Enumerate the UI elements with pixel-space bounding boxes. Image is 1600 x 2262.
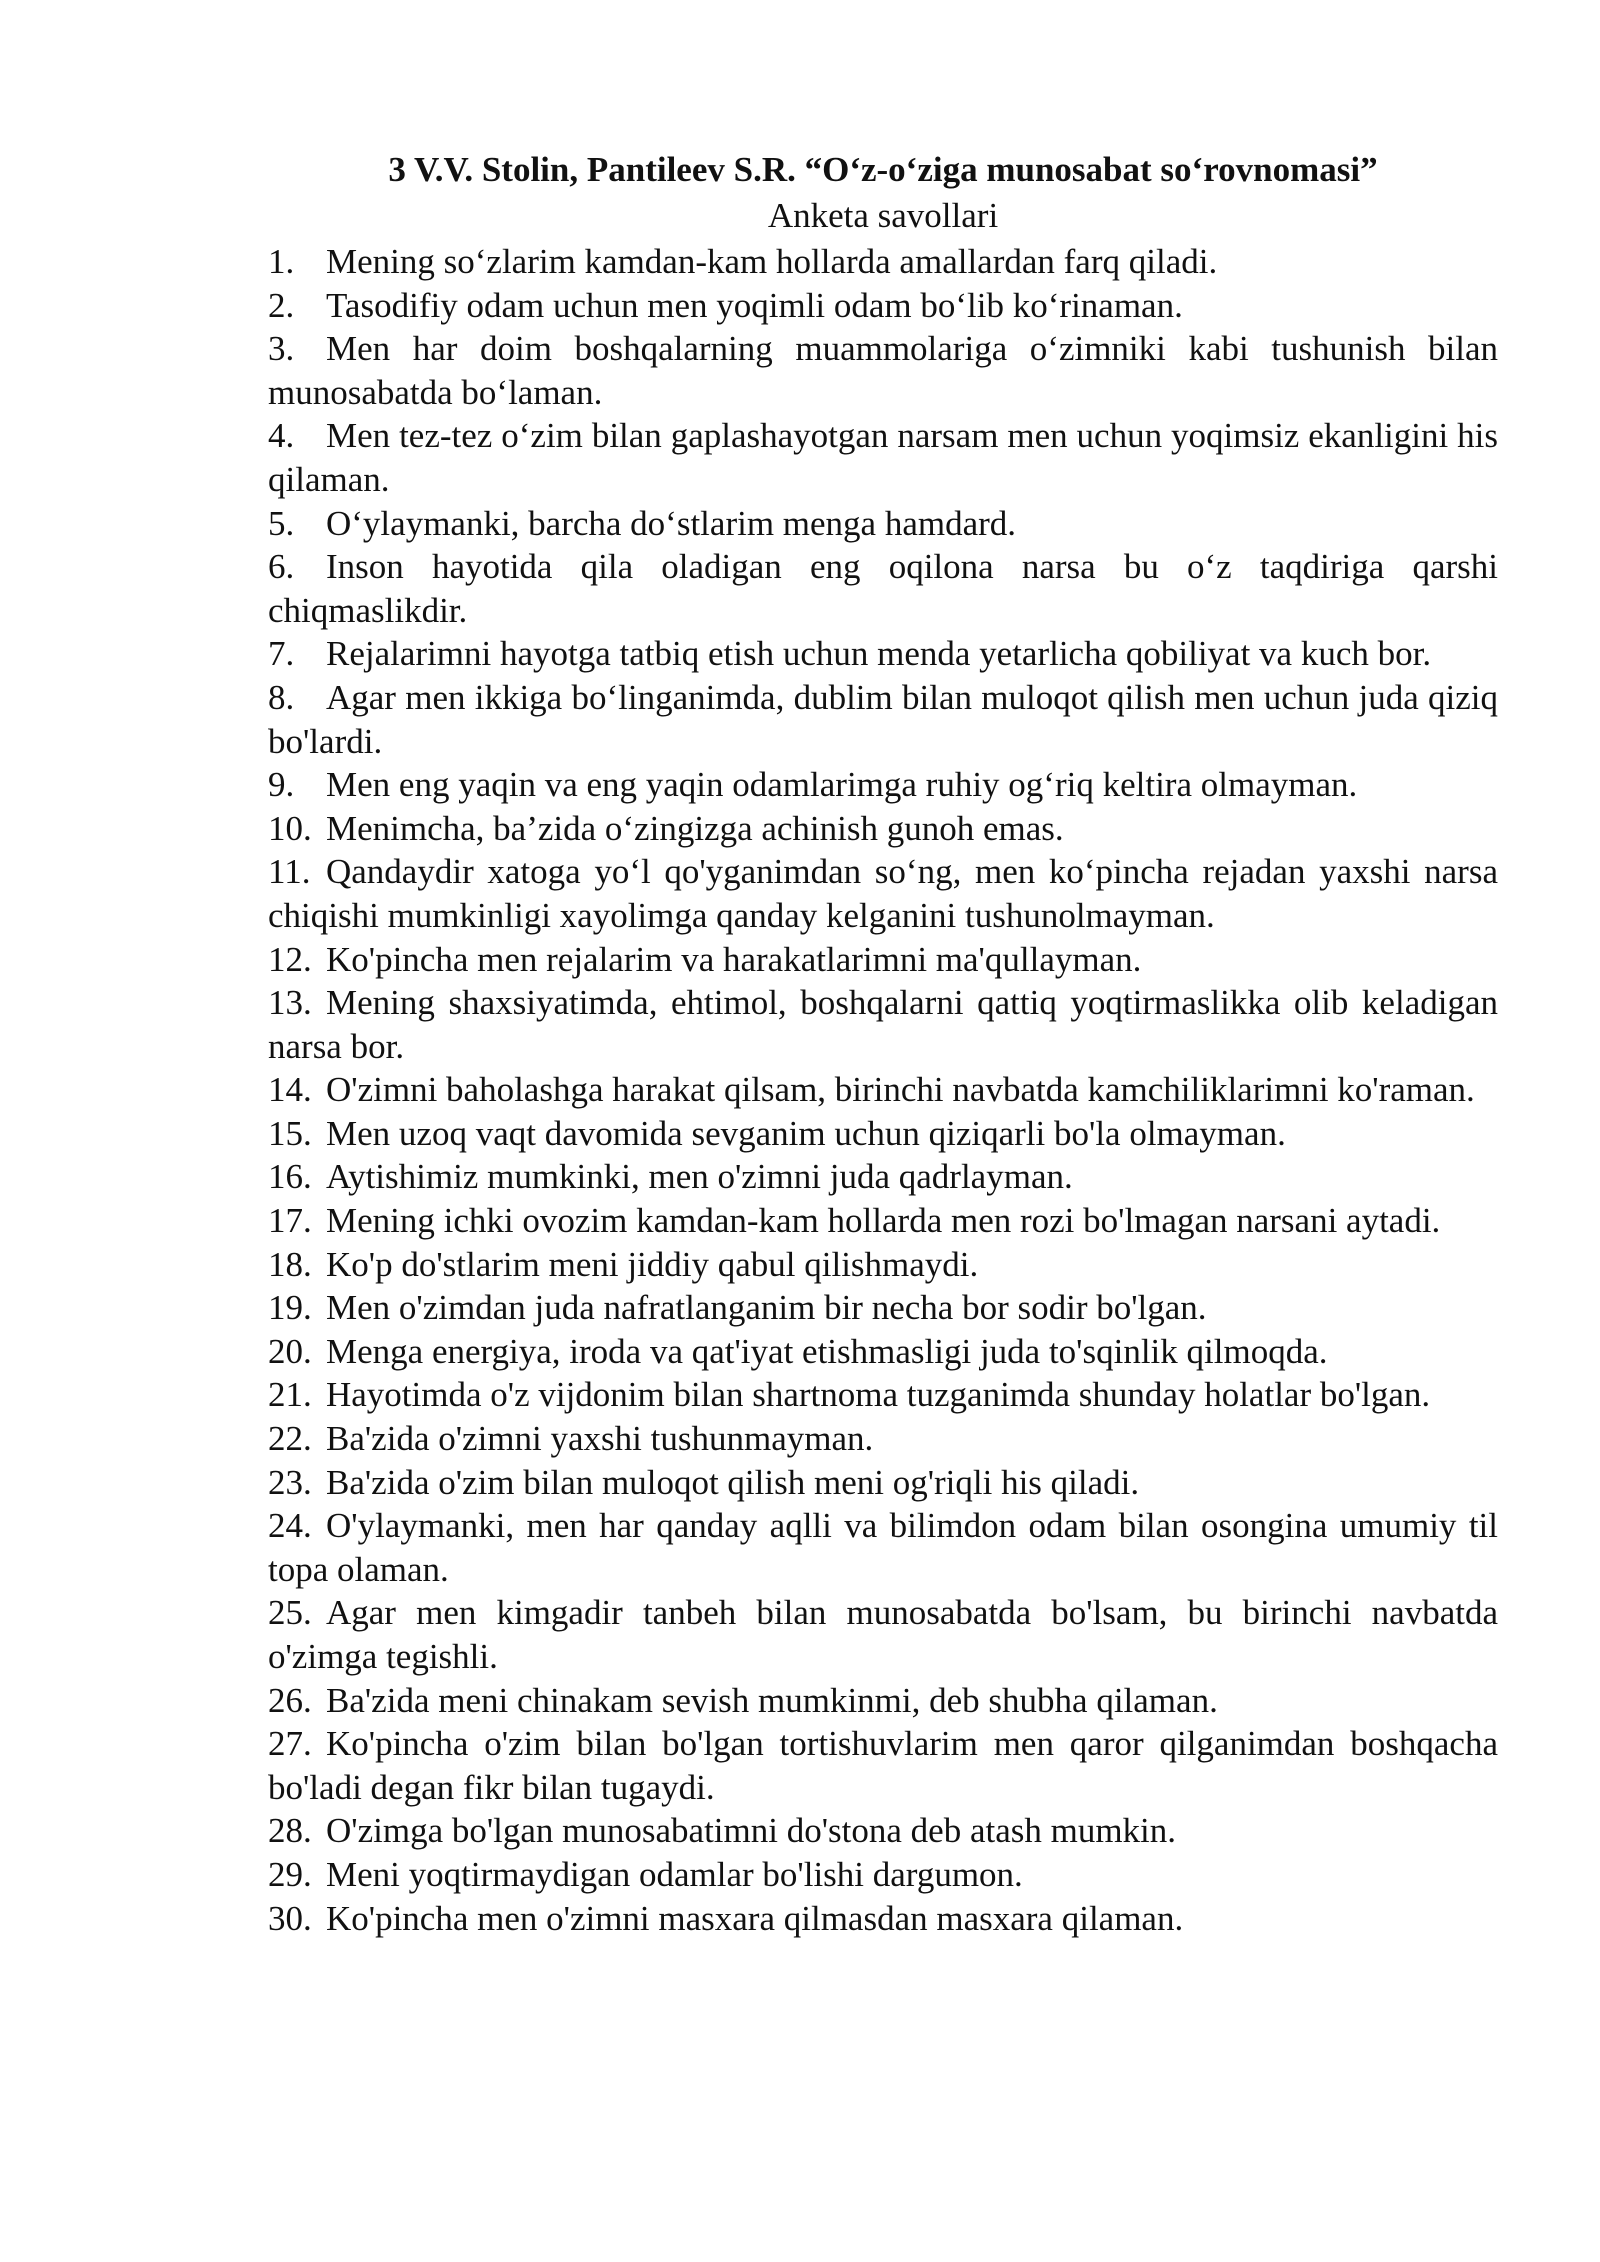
question-text: Mening so‘zlarim kamdan-kam hollarda amallardan farq qiladi.: [326, 242, 1218, 281]
question-item: [268, 284, 1498, 328]
question-item: [268, 327, 1498, 414]
question-text: Ko'pincha o'zim bilan bo'lgan tortishuvlarim men qaror qilganimdan boshqacha bo'ladi degan fikr bilan tugaydi.: [268, 1724, 1498, 1807]
question-text: Mening ichki ovozim kamdan-kam hollarda men rozi bo'lmagan narsani aytadi.: [326, 1201, 1441, 1241]
question-item: [268, 414, 1498, 501]
question-item: [268, 1199, 1498, 1243]
question-item: [268, 545, 1498, 632]
question-text: Men eng yaqin va eng yaqin odamlarimga ruhiy og‘riq keltira olmayman.: [326, 765, 1358, 805]
question-text: Ko'pincha men rejalarim va harakatlarimni ma'qullayman.: [326, 939, 1142, 979]
question-item: [268, 1155, 1498, 1199]
question-text: Agar men kimgadir tanbeh bilan munosabatda bo'lsam, bu birinchi navbatda o'zimga tegishli.: [268, 1593, 1498, 1676]
question-number: 22.: [268, 1419, 312, 1459]
question-number: 3.: [268, 329, 295, 369]
question-text: Men o'zimdan juda nafratlanganim bir necha bor sodir bo'lgan.: [326, 1288, 1207, 1328]
question-number: 20.: [268, 1331, 312, 1371]
question-text: Rejalarimni hayotga tatbiq etish uchun menda yetarlicha qobiliyat va kuch bor.: [326, 634, 1432, 674]
question-number: 5.: [268, 503, 295, 543]
question-text: Mening shaxsiyatimda, ehtimol, boshqalarni qattiq yoqtirmaslikka olib keladigan narsa bor.: [268, 983, 1498, 1066]
question-number: 28.: [268, 1811, 312, 1851]
question-text: Aytishimiz mumkinki, men o'zimni juda qadrlayman.: [326, 1157, 1073, 1197]
question-number: 2.: [268, 285, 295, 325]
question-text: Men uzoq vaqt davomida sevganim uchun qiziqarli bo'la olmayman.: [326, 1113, 1286, 1153]
question-item: [268, 1722, 1498, 1809]
question-number: 25.: [268, 1593, 312, 1633]
question-number: 19.: [268, 1288, 312, 1328]
question-number: 27.: [268, 1724, 312, 1764]
question-number: 6.: [268, 547, 295, 587]
question-number: 24.: [268, 1506, 312, 1546]
question-item: [268, 1504, 1498, 1591]
question-item: [268, 1809, 1498, 1853]
question-item: [268, 1373, 1498, 1417]
question-number: 9.: [268, 765, 295, 805]
question-item: [268, 240, 1498, 284]
question-item: [268, 1897, 1498, 1941]
question-number: 17.: [268, 1201, 312, 1241]
question-number: 8.: [268, 677, 295, 717]
question-text: Hayotimda o'z vijdonim bilan shartnoma tuzganimda shunday holatlar bo'lgan.: [326, 1375, 1431, 1415]
question-item: [268, 807, 1498, 851]
question-item: [268, 763, 1498, 807]
question-number: 1.: [268, 242, 295, 281]
question-text: Menga energiya, iroda va qat'iyat etishmasligi juda to'sqinlik qilmoqda.: [326, 1331, 1328, 1371]
question-item: [268, 938, 1498, 982]
question-number: 10.: [268, 808, 312, 848]
question-item: [268, 502, 1498, 546]
question-number: 15.: [268, 1113, 312, 1153]
question-item: [268, 1243, 1498, 1287]
question-number: 11.: [268, 852, 311, 892]
question-number: 21.: [268, 1375, 312, 1415]
question-text: O'ylaymanki, men har qanday aqlli va bilimdon odam bilan osongina umumiy til topa olaman.: [268, 1506, 1498, 1589]
question-text: Inson hayotida qila oladigan eng oqilona narsa bu o‘z taqdiriga qarshi chiqmaslikdir.: [268, 547, 1498, 630]
question-item: [268, 1068, 1498, 1112]
question-text: Ba'zida o'zimni yaxshi tushunmayman.: [326, 1419, 874, 1459]
question-number: 12.: [268, 939, 312, 979]
question-number: 30.: [268, 1898, 312, 1938]
question-item: [268, 1853, 1498, 1897]
question-number: 16.: [268, 1157, 312, 1197]
question-item: [268, 1679, 1498, 1723]
question-text: O'zimga bo'lgan munosabatimni do'stona deb atash mumkin.: [326, 1811, 1177, 1851]
question-text: Qandaydir xatoga yo‘l qo'yganimdan so‘ng, men ko‘pincha rejadan yaxshi narsa chiqishi mumkinligi xayolimga qanday kelganini tushunolmayman.: [268, 852, 1498, 935]
question-list: [268, 240, 1498, 1940]
question-text: Ba'zida meni chinakam sevish mumkinmi, deb shubha qilaman.: [326, 1680, 1218, 1720]
question-text: Ko'pincha men o'zimni masxara qilmasdan masxara qilaman.: [326, 1898, 1184, 1938]
question-number: 18.: [268, 1244, 312, 1284]
question-text: Men har doim boshqalarning muammolariga o‘zimniki kabi tushunish bilan munosabatda bo‘laman.: [268, 329, 1498, 412]
question-item: [268, 850, 1498, 937]
question-number: 13.: [268, 983, 312, 1023]
question-number: 26.: [268, 1680, 312, 1720]
question-item: [268, 1591, 1498, 1678]
question-item: [268, 1286, 1498, 1330]
question-number: 7.: [268, 634, 295, 674]
question-item: [268, 632, 1498, 676]
question-number: 4.: [268, 416, 295, 456]
document-subtitle: Anketa savollari: [767, 196, 999, 235]
question-text: Men tez-tez o‘zim bilan gaplashayotgan narsam men uchun yoqimsiz ekanligini his qilaman.: [268, 416, 1498, 499]
question-text: Ko'p do'stlarim meni jiddiy qabul qilishmaydi.: [326, 1244, 979, 1284]
question-item: [268, 1461, 1498, 1505]
question-number: 29.: [268, 1854, 312, 1894]
question-text: O‘ylaymanki, barcha do‘stlarim menga hamdard.: [326, 503, 1017, 543]
question-text: Ba'zida o'zim bilan muloqot qilish meni og'riqli his qiladi.: [326, 1462, 1140, 1502]
question-item: [268, 1330, 1498, 1374]
question-item: [268, 1417, 1498, 1461]
question-text: Tasodifiy odam uchun men yoqimli odam bo‘lib ko‘rinaman.: [326, 285, 1183, 325]
question-item: [268, 676, 1498, 763]
question-text: Agar men ikkiga bo‘linganimda, dublim bilan muloqot qilish men uchun juda qiziq bo'lardi.: [268, 677, 1498, 761]
question-text: Meni yoqtirmaydigan odamlar bo'lishi dargumon.: [326, 1854, 1023, 1894]
question-item: [268, 1112, 1498, 1156]
document-title: 3 V.V. Stolin, Pantileev S.R. “O‘z-o‘ziga munosabat so‘rovnomasi”: [388, 150, 1378, 189]
question-item: [268, 981, 1498, 1068]
question-number: 23.: [268, 1462, 312, 1502]
question-number: 14.: [268, 1070, 312, 1110]
question-text: Menimcha, ba’zida o‘zingizga achinish gunoh emas.: [326, 808, 1064, 848]
question-text: O'zimni baholashga harakat qilsam, birinchi navbatda kamchiliklarimni ko'raman.: [326, 1070, 1475, 1110]
